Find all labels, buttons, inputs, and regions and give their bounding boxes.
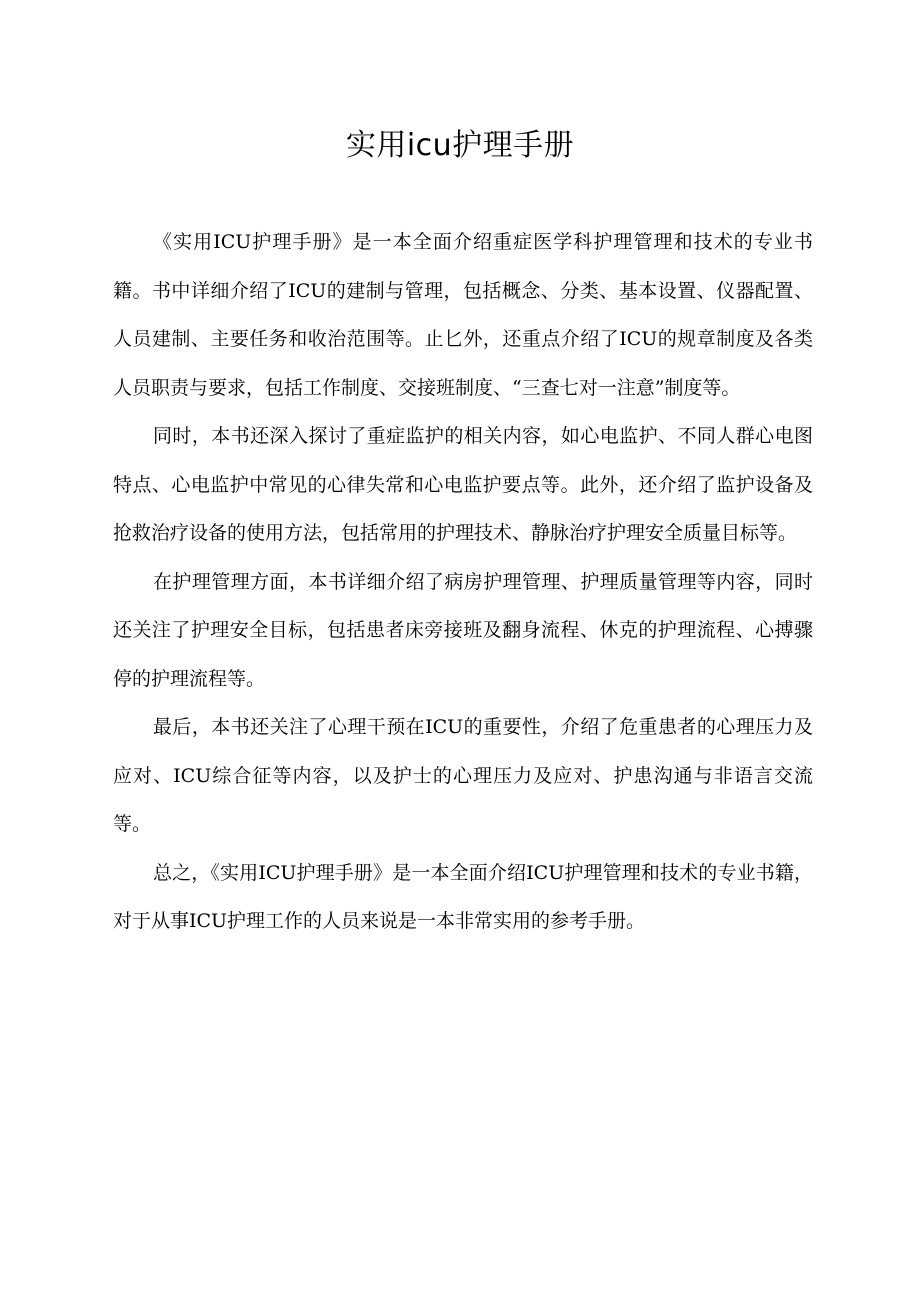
page-title: 实用icu护理手册 bbox=[345, 128, 575, 163]
document-body bbox=[113, 218, 813, 946]
paragraph-psychology: 最后，本书还关注了心理干预在ICU的重要性，介绍了危重患者的心理压力及应对、ICU综合征等内容，以及护士的心理压力及应对、护患沟通与非语言交流等。 bbox=[113, 716, 813, 835]
paragraph-intro: 《实用ICU护理手册》是一本全面介绍重症医学科护理管理和技术的专业书籍。书中详细介绍了ICU的建制与管理，包括概念、分类、基本设置、仪器配置、人员建制、主要任务和收治范围等。止匕外，还重点介绍了ICU的规章制度及各类人员职责与要求，包括工作制度、交接班制度、“三查七对一注意”制度等。 bbox=[113, 231, 813, 399]
paragraph-management: 在护理管理方面，本书详细介绍了病房护理管理、护理质量管理等内容，同时还关注了护理安全目标，包括患者床旁接班及翻身流程、休克的护理流程、心搏骤停的护理流程等。 bbox=[113, 570, 813, 690]
paragraph-summary: 总之，《实用ICU护理手册》是一本全面介绍ICU护理管理和技术的专业书籍，对于从事ICU护理工作的人员来说是一本非常实用的参考手册。 bbox=[113, 861, 813, 932]
paragraph-monitoring: 同时，本书还深入探讨了重症监护的相关内容，如心电监护、不同人群心电图特点、心电监护中常见的心律失常和心电监护要点等。此外，还介绍了监护设备及抢救治疗设备的使用方法，包括常用的护理技术、静脉治疗护理安全质量目标等。 bbox=[113, 425, 813, 544]
